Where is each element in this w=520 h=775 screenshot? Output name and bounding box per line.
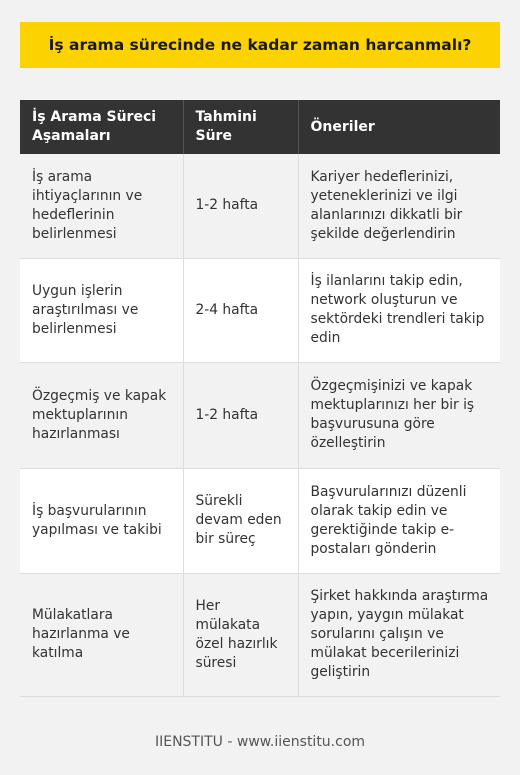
- table-row: [20, 468, 500, 573]
- advice-cell: Kariyer hedeflerinizi, yeteneklerinizi ve ilgi alanlarınızı dikkatli bir şekilde değerlendirin: [298, 154, 500, 258]
- header-advice: Öneriler: [298, 100, 500, 154]
- stage-cell: Özgeçmiş ve kapak mektuplarının hazırlanması: [20, 362, 183, 468]
- table-row: [20, 154, 500, 258]
- stage-cell: İş arama ihtiyaçlarının ve hedeflerinin belirlenmesi: [20, 154, 183, 258]
- stage-cell: Mülakatlara hazırlanma ve katılma: [20, 573, 183, 696]
- stage-cell: Uygun işlerin araştırılması ve belirlenmesi: [20, 258, 183, 362]
- duration-cell: Her mülakata özel hazırlık süresi: [183, 573, 298, 696]
- header-duration: Tahmini Süre: [183, 100, 298, 154]
- table-header-row: [20, 100, 500, 154]
- duration-cell: Sürekli devam eden bir süreç: [183, 468, 298, 573]
- stage-cell: İş başvurularının yapılması ve takibi: [20, 468, 183, 573]
- advice-cell: İş ilanlarını takip edin, network oluşturun ve sektördeki trendleri takip edin: [298, 258, 500, 362]
- advice-cell: Şirket hakkında araştırma yapın, yaygın mülakat sorularını çalışın ve mülakat becerilerinizi geliştirin: [298, 573, 500, 696]
- duration-cell: 2-4 hafta: [183, 258, 298, 362]
- table-row: [20, 573, 500, 696]
- duration-cell: 1-2 hafta: [183, 362, 298, 468]
- footer-credit: IIENSTITU - www.iienstitu.com: [154, 734, 366, 750]
- header-stage: İş Arama Süreci Aşamaları: [20, 100, 183, 154]
- table-row: [20, 362, 500, 468]
- advice-cell: Başvurularınızı düzenli olarak takip edin ve gerektiğinde takip e-postaları gönderin: [298, 468, 500, 573]
- job-search-table: [20, 100, 500, 697]
- table-row: [20, 258, 500, 362]
- page-title: İş arama sürecinde ne kadar zaman harcanmalı?: [20, 22, 500, 68]
- duration-cell: 1-2 hafta: [183, 154, 298, 258]
- advice-cell: Özgeçmişinizi ve kapak mektuplarınızı her bir iş başvurusuna göre özelleştirin: [298, 362, 500, 468]
